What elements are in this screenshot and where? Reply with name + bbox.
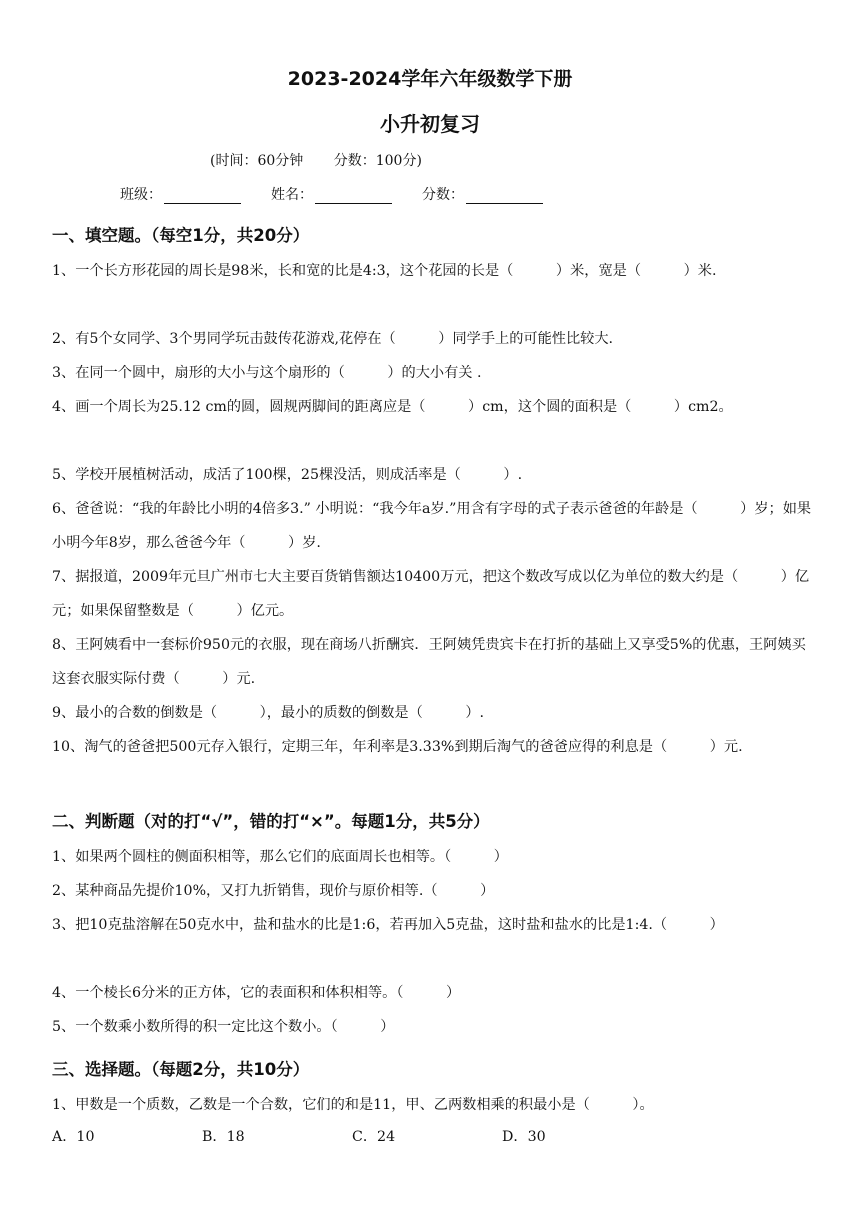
option-b: B．18 [202,1129,245,1145]
name-field [271,184,392,204]
exam-title: 2023-2024学年六年级数学下册 [287,68,573,90]
score-label: 分数： [422,187,464,203]
fill-question: 2、有5个女同学、3个男同学玩击鼓传花游戏,花停在（ ）同学手上的可能性比较大. [52,331,614,347]
choice-options [52,1126,652,1146]
section-fill-heading: 一、填空题。（每空1分，共20分） [52,226,310,245]
class-field [120,184,241,204]
option-c: C．24 [352,1129,396,1145]
fill-question: 9、最小的合数的倒数是（ ），最小的质数的倒数是（ ）. [52,705,485,721]
name-label: 姓名： [271,187,313,203]
fill-question: 3、在同一个圆中，扇形的大小与这个扇形的（ ）的大小有关 . [52,365,482,381]
exam-meta [210,150,448,170]
option-a: A．10 [52,1129,95,1145]
judge-question: 5、一个数乘小数所得的积一定比这个数小。（ ） [52,1019,395,1035]
class-blank[interactable] [164,189,241,204]
fill-question: 7、据报道，2009年元旦广州市七大主要百货销售额达10400万元，把这个数改写成以亿为单位的数大约是（ ）亿元；如果保留整数是（ ）亿元。 [52,569,810,619]
score-blank[interactable] [466,189,543,204]
total-score: 分数：100分) [333,153,422,169]
student-info [120,184,573,204]
exam-subtitle: 小升初复习 [380,112,480,136]
fill-question: 1、一个长方形花园的周长是98米，长和宽的比是4:3，这个花园的长是（ ）米，宽是（ ）米. [52,263,717,279]
fill-question: 5、学校开展植树活动，成活了100棵，25棵没活，则成活率是（ ）. [52,467,523,483]
choice-question: 1、甲数是一个质数，乙数是一个合数，它们的和是11，甲、乙两数相乘的积最小是（ ）。 [52,1097,654,1113]
judge-question: 1、如果两个圆柱的侧面积相等，那么它们的底面周长也相等。（ ） [52,849,508,865]
name-blank[interactable] [315,189,392,204]
class-label: 班级： [120,187,162,203]
judge-question: 4、一个棱长6分米的正方体，它的表面积和体积相等。（ ） [52,985,461,1001]
score-field [422,184,543,204]
section-choice-heading: 三、选择题。（每题2分，共10分） [52,1060,310,1079]
fill-question: 4、画一个周长为25.12 cm的圆，圆规两脚间的距离应是（ ）cm，这个圆的面积是（ ）cm2。 [52,399,733,415]
fill-question: 10、淘气的爸爸把500元存入银行，定期三年，年利率是3.33%到期后淘气的爸爸应得的利息是（ ）元. [52,739,743,755]
fill-question: 8、王阿姨看中一套标价950元的衣服，现在商场八折酬宾．王阿姨凭贵宾卡在打折的基础上又享受5%的优惠，王阿姨买这套衣服实际付费（ ）元. [52,637,806,687]
time-limit: (时间：60分钟 [210,153,304,169]
option-d: D．30 [502,1129,546,1145]
judge-question: 3、把10克盐溶解在50克水中，盐和盐水的比是1:6，若再加入5克盐，这时盐和盐水的比是1:4.（ ） [52,917,724,933]
section-judge-heading: 二、判断题（对的打“√”，错的打“×”。每题1分，共5分） [52,812,490,831]
judge-question: 2、某种商品先提价10%，又打九折销售，现价与原价相等.（ ） [52,883,495,899]
fill-question: 6、爸爸说：“我的年龄比小明的4倍多3.” 小明说：“我今年a岁.”用含有字母的式子表示爸爸的年龄是（ ）岁；如果小明今年8岁，那么爸爸今年（ ）岁. [52,501,812,551]
